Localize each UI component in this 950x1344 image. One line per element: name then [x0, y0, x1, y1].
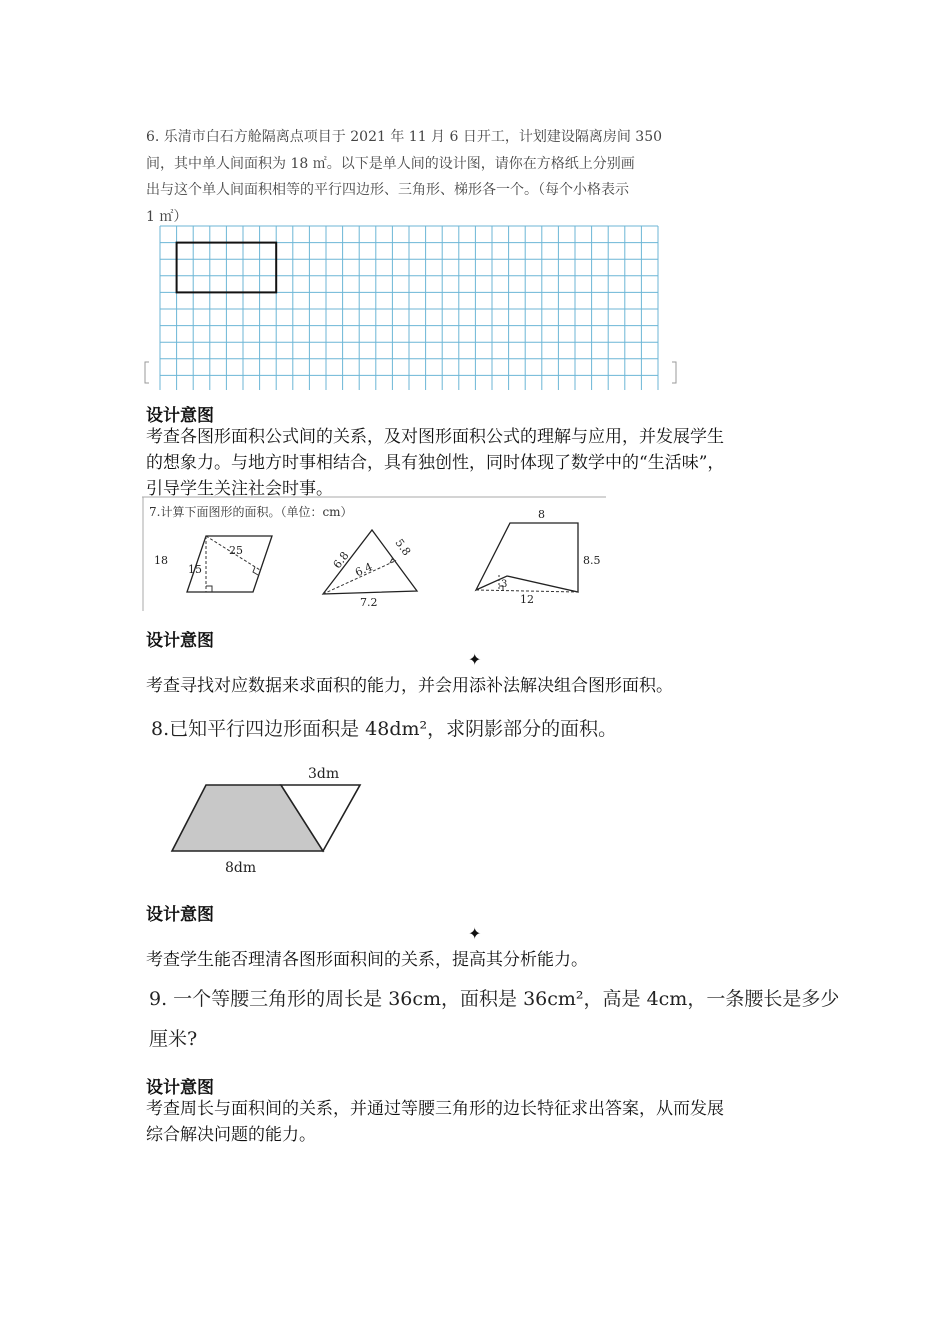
question-6-line: 间，其中单人间面积为 18 ㎡。以下是单人间的设计图，请你在方格纸上分别画 [146, 155, 635, 172]
question-6-line: 出与这个单人间面积相等的平行四边形、三角形、梯形各一个。（每个小格表示 [146, 182, 629, 198]
design-intent-line: 考查各图形面积公式间的关系，及对图形面积公式的理解与应用，并发展学生 [146, 427, 724, 447]
question-9 [149, 979, 839, 1059]
corner-bracket-right [672, 362, 676, 383]
design-intent-line: 考查周长与面积间的关系，并通过等腰三角形的边长特征求出答案，从而发展 [146, 1099, 724, 1119]
design-intent-heading: 设计意图 [146, 1078, 214, 1098]
composite-figure [476, 508, 601, 606]
triangle-height-label: 6.4 [353, 560, 375, 580]
question-6 [146, 124, 686, 230]
corner-bracket-left [145, 362, 149, 383]
question-8-figure [160, 755, 380, 880]
parallelogram-height-label: 15 [188, 563, 202, 576]
question-9-line: 厘米? [149, 1028, 198, 1050]
design-intent-text [146, 947, 588, 973]
question-7-title: 7.计算下面图形的面积。（单位：cm） [149, 505, 353, 519]
question-8-title: 8.已知平行四边形面积是 48dm²，求阴影部分的面积。 [151, 718, 618, 740]
design-intent-line: 的想象力。与地方时事相结合，具有独创性，同时体现了数学中的“生活味”， [146, 453, 725, 473]
question-7-figures [142, 496, 608, 612]
star-icon: ✦ [468, 924, 482, 943]
design-intent-text [146, 673, 673, 699]
question-9-line: 9. 一个等腰三角形的周长是 36cm，面积是 36cm²，高是 4cm，一条腰长是多少 [149, 988, 840, 1010]
triangle-right-label: 5.8 [392, 536, 414, 559]
design-intent-line: 综合解决问题的能力。 [146, 1125, 316, 1145]
grid-lines [160, 226, 658, 390]
design-intent-heading: 设计意图 [146, 905, 214, 925]
bottom-length-label: 8dm [225, 860, 257, 876]
composite-dashed-base [476, 590, 578, 592]
grid-paper [140, 220, 690, 390]
composite-top-label: 8 [538, 508, 545, 521]
triangle-base-label: 7.2 [360, 596, 378, 609]
top-length-label: 3dm [308, 766, 340, 782]
triangle-figure [323, 530, 417, 609]
right-angle-mark [206, 586, 212, 592]
composite-base-label: 12 [520, 593, 534, 606]
parallelogram-diag-label: 25 [229, 544, 243, 557]
design-intent-line: 考查寻找对应数据来求面积的能力，并会用添补法解决组合图形面积。 [146, 676, 673, 696]
design-intent-heading: 设计意图 [146, 406, 214, 426]
design-intent-line: 考查学生能否理清各图形面积间的关系，提高其分析能力。 [146, 950, 588, 970]
parallelogram-side-label: 18 [154, 554, 168, 567]
question-6-line: 1 ㎡） [146, 208, 188, 225]
design-intent-text [146, 1096, 724, 1148]
star-icon: ✦ [468, 650, 482, 669]
design-intent-heading: 设计意图 [146, 631, 214, 651]
composite-right-label: 8.5 [583, 554, 601, 567]
composite-height-label: 3 [501, 579, 508, 590]
design-intent-text [146, 424, 724, 502]
design-intent-line: 引导学生关注社会时事。 [146, 479, 333, 499]
question-6-line: 6. 乐清市白石方舱隔离点项目于 2021 年 11 月 6 日开工，计划建设隔离房间 350 [146, 129, 663, 145]
triangle-left-label: 6.8 [330, 549, 352, 572]
